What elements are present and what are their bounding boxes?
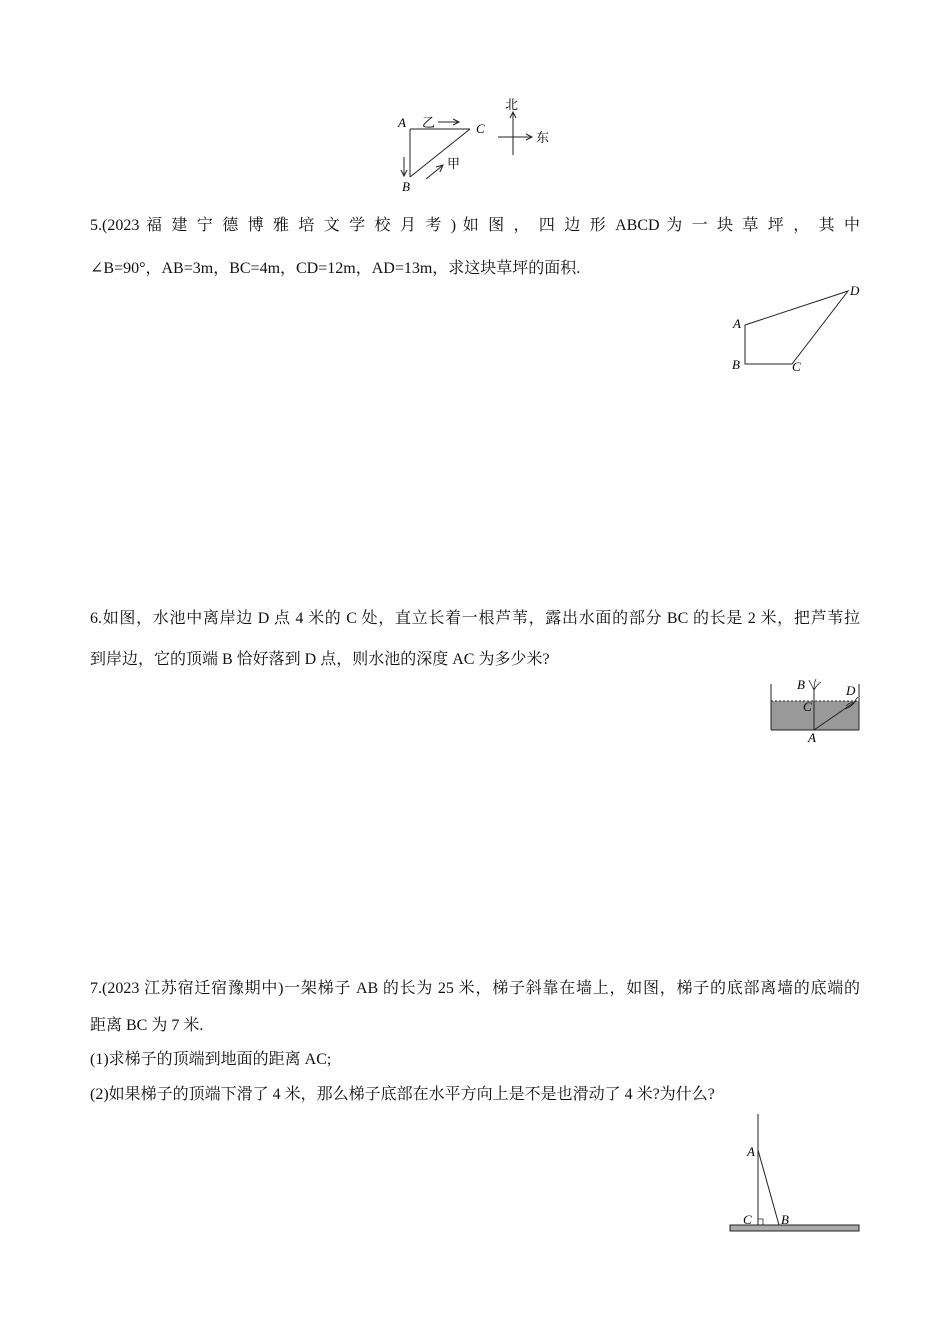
compass-triangle-figure (390, 95, 560, 195)
label-c: C (743, 1212, 752, 1227)
label-b: B (797, 677, 805, 692)
label-east: 东 (536, 131, 550, 146)
label-a: A (733, 316, 741, 331)
label-north: 北 (505, 98, 519, 113)
label-a: A (398, 115, 406, 130)
q6-line1: 6.如图，水池中离岸边 D 点 4 米的 C 处，直立长着一根芦苇，露出水面的部分 BC 的长是 2 米，把芦苇拉 (90, 610, 860, 627)
quadrilateral-figure (728, 282, 868, 377)
label-b: B (781, 1212, 789, 1227)
label-d: D (846, 683, 856, 698)
label-b: B (402, 179, 410, 194)
q5-line2: ∠B=90°，AB=3m，BC=4m，CD=12m，AD=13m，求这块草坪的面积. (90, 260, 581, 277)
label-c: C (792, 359, 801, 374)
label-b: B (732, 357, 740, 372)
label-yi: 乙 (422, 116, 436, 131)
pond-figure (766, 676, 866, 746)
q6-line2: 到岸边，它的顶端 B 恰好落到 D 点，则水池的深度 AC 为多少米? (90, 651, 550, 668)
q7-line1: 7.(2023 江苏宿迁宿豫期中)一架梯子 AB 的长为 25 米，梯子斜靠在墙上，如图，梯子的底部离墙的底端的 (90, 980, 860, 997)
label-d: D (850, 283, 860, 298)
q7-sub2: (2)如果梯子的顶端下滑了 4 米，那么梯子底部在水平方向上是不是也滑动了 4 米?为什么? (90, 1086, 715, 1103)
ladder-figure (726, 1114, 866, 1239)
q5-line1: 5.(2023 福 建 宁 德 博 雅 培 文 学 校 月 考 ) 如 图 ， 四 边 形 ABCD 为 一 块 草 坪 ， 其 中 (90, 217, 860, 234)
label-a: A (747, 1144, 755, 1159)
label-c: C (476, 121, 485, 136)
label-a: A (808, 730, 816, 745)
q7-line2: 距离 BC 为 7 米. (90, 1017, 204, 1034)
label-jia: 甲 (447, 157, 461, 172)
q7-sub1: (1)求梯子的顶端到地面的距离 AC; (90, 1051, 332, 1068)
label-c: C (803, 699, 812, 714)
